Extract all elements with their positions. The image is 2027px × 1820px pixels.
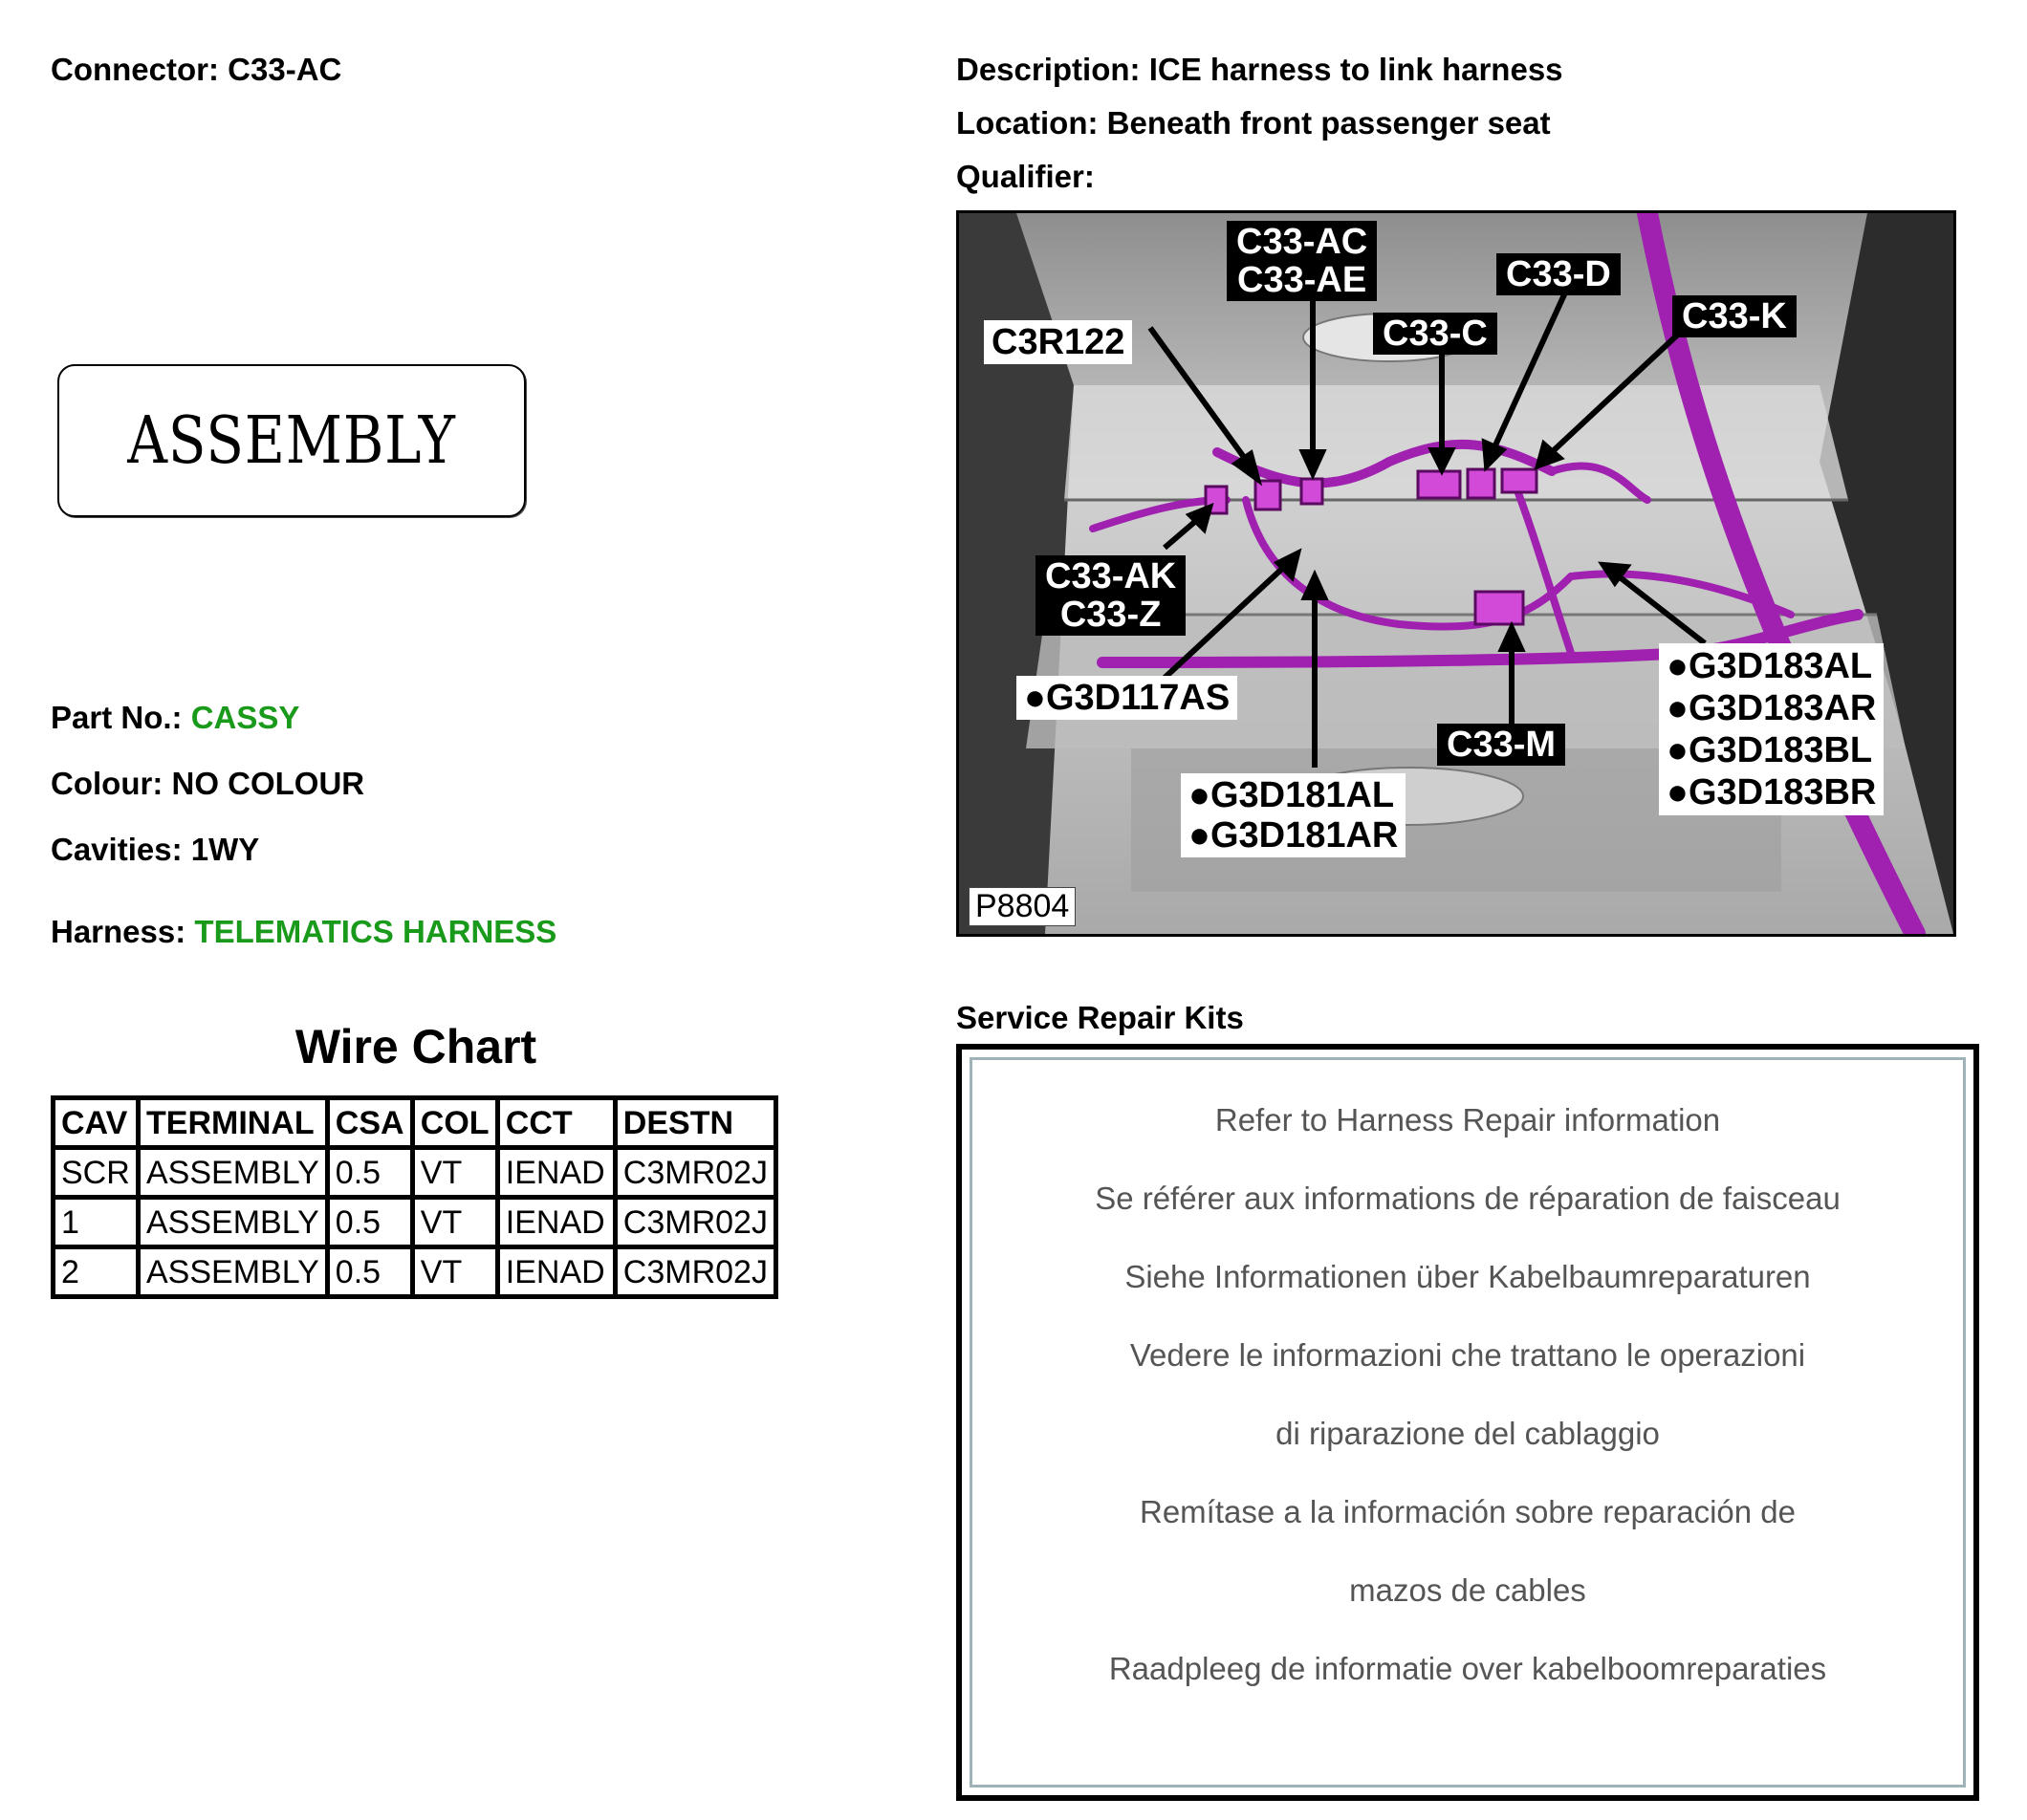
cell-terminal: ASSEMBLY <box>139 1198 328 1247</box>
callout-c33-ak: C33-AK <box>1045 556 1177 596</box>
cell-destn: C3MR02J <box>615 1148 775 1198</box>
cell-cav: 1 <box>54 1198 139 1247</box>
wire-chart-table <box>51 1095 778 1299</box>
repair-line-it-1: Vedere le informazioni che trattano le operazioni <box>1129 1337 1806 1373</box>
repair-line-fr: Se référer aux informations de réparation de faisceau <box>1095 1181 1841 1216</box>
header-cct: CCT <box>497 1098 615 1148</box>
cell-destn: C3MR02J <box>615 1247 775 1297</box>
callout-c33-c: C33-C <box>1373 313 1497 355</box>
diagram-reference: P8804 <box>969 887 1076 926</box>
cavities-field <box>51 832 259 868</box>
repair-line-en: Refer to Harness Repair information <box>1214 1102 1721 1138</box>
callout-c33-ac: C33-AC <box>1236 222 1368 262</box>
harness-field <box>51 914 556 950</box>
callout-g3d117as: ●G3D117AS <box>1016 676 1237 720</box>
cell-terminal: ASSEMBLY <box>139 1148 328 1198</box>
table-row <box>54 1148 776 1198</box>
callout-c3r122: C3R122 <box>984 320 1132 364</box>
table-row <box>54 1198 776 1247</box>
callout-c33-d: C33-D <box>1496 253 1621 295</box>
service-repair-title: Service Repair Kits <box>956 1000 1244 1035</box>
part-no-value: CASSY <box>190 700 300 735</box>
service-repair-box <box>956 1044 1979 1801</box>
colour-label: Colour: <box>51 766 163 801</box>
table-header-row <box>54 1098 776 1148</box>
wire-chart-title: Wire Chart <box>294 1020 537 1073</box>
cell-cct: IENAD <box>497 1247 615 1297</box>
location-field <box>956 105 1551 141</box>
colour-value: NO COLOUR <box>171 766 365 801</box>
callout-g3d183br: ●G3D183BR <box>1667 772 1877 812</box>
location-diagram <box>956 210 1956 937</box>
callout-c33-k: C33-K <box>1672 295 1797 337</box>
cell-terminal: ASSEMBLY <box>139 1247 328 1297</box>
repair-line-it-2: di riparazione del cablaggio <box>1275 1416 1660 1451</box>
cell-col: VT <box>412 1148 497 1198</box>
repair-line-es-1: Remítase a la información sobre reparación de <box>1139 1494 1797 1529</box>
colour-field <box>51 766 364 802</box>
description-field <box>956 52 1563 88</box>
qualifier-label: Qualifier: <box>956 159 1095 194</box>
harness-label: Harness: <box>51 914 186 949</box>
callout-g3d181 <box>1181 773 1406 857</box>
connector-face-label: ASSEMBLY <box>127 402 456 479</box>
callout-g3d183bl: ●G3D183BL <box>1667 730 1873 770</box>
cell-col: VT <box>412 1198 497 1247</box>
callout-g3d181al: ●G3D181AL <box>1188 775 1395 815</box>
header-terminal: TERMINAL <box>139 1098 328 1148</box>
callout-g3d183ar: ●G3D183AR <box>1667 688 1877 728</box>
repair-line-es-2: mazos de cables <box>1349 1572 1586 1608</box>
connector-field <box>51 52 341 88</box>
callout-c33-ae: C33-AE <box>1237 260 1367 300</box>
description-value: ICE harness to link harness <box>1148 52 1563 87</box>
callout-c33-ak-z <box>1035 555 1186 636</box>
header-csa: CSA <box>327 1098 412 1148</box>
cavities-label: Cavities: <box>51 832 183 867</box>
callout-g3d183 <box>1659 643 1884 815</box>
location-value: Beneath front passenger seat <box>1106 105 1551 141</box>
connector-value: C33-AC <box>228 52 342 87</box>
cell-cav: 2 <box>54 1247 139 1297</box>
callout-c33-m: C33-M <box>1437 724 1565 766</box>
cell-csa: 0.5 <box>327 1198 412 1247</box>
callout-c33-z: C33-Z <box>1059 595 1162 635</box>
table-row <box>54 1247 776 1297</box>
callout-g3d183al: ●G3D183AL <box>1667 646 1873 686</box>
connector-label: Connector: <box>51 52 219 87</box>
harness-value: TELEMATICS HARNESS <box>194 914 557 949</box>
callout-c33-ac-ae <box>1227 221 1377 301</box>
header-destn: DESTN <box>615 1098 775 1148</box>
part-no-field <box>51 700 299 736</box>
header-cav: CAV <box>54 1098 139 1148</box>
cell-csa: 0.5 <box>327 1148 412 1198</box>
repair-line-nl: Raadpleeg de informatie over kabelboomreparaties <box>1108 1651 1827 1686</box>
cell-cct: IENAD <box>497 1198 615 1247</box>
description-label: Description: <box>956 52 1141 87</box>
cell-cct: IENAD <box>497 1148 615 1198</box>
callout-g3d181ar: ●G3D181AR <box>1188 815 1399 856</box>
repair-line-de: Siehe Informationen über Kabelbaumreparaturen <box>1124 1259 1811 1294</box>
cell-csa: 0.5 <box>327 1247 412 1297</box>
qualifier-field <box>956 159 1095 195</box>
cavities-value: 1WY <box>190 832 260 867</box>
cell-col: VT <box>412 1247 497 1297</box>
part-no-label: Part No.: <box>51 700 183 735</box>
header-col: COL <box>412 1098 497 1148</box>
connector-face <box>57 364 526 517</box>
cell-cav: SCR <box>54 1148 139 1198</box>
location-label: Location: <box>956 105 1099 141</box>
cell-destn: C3MR02J <box>615 1198 775 1247</box>
service-repair-panel <box>970 1057 1966 1788</box>
